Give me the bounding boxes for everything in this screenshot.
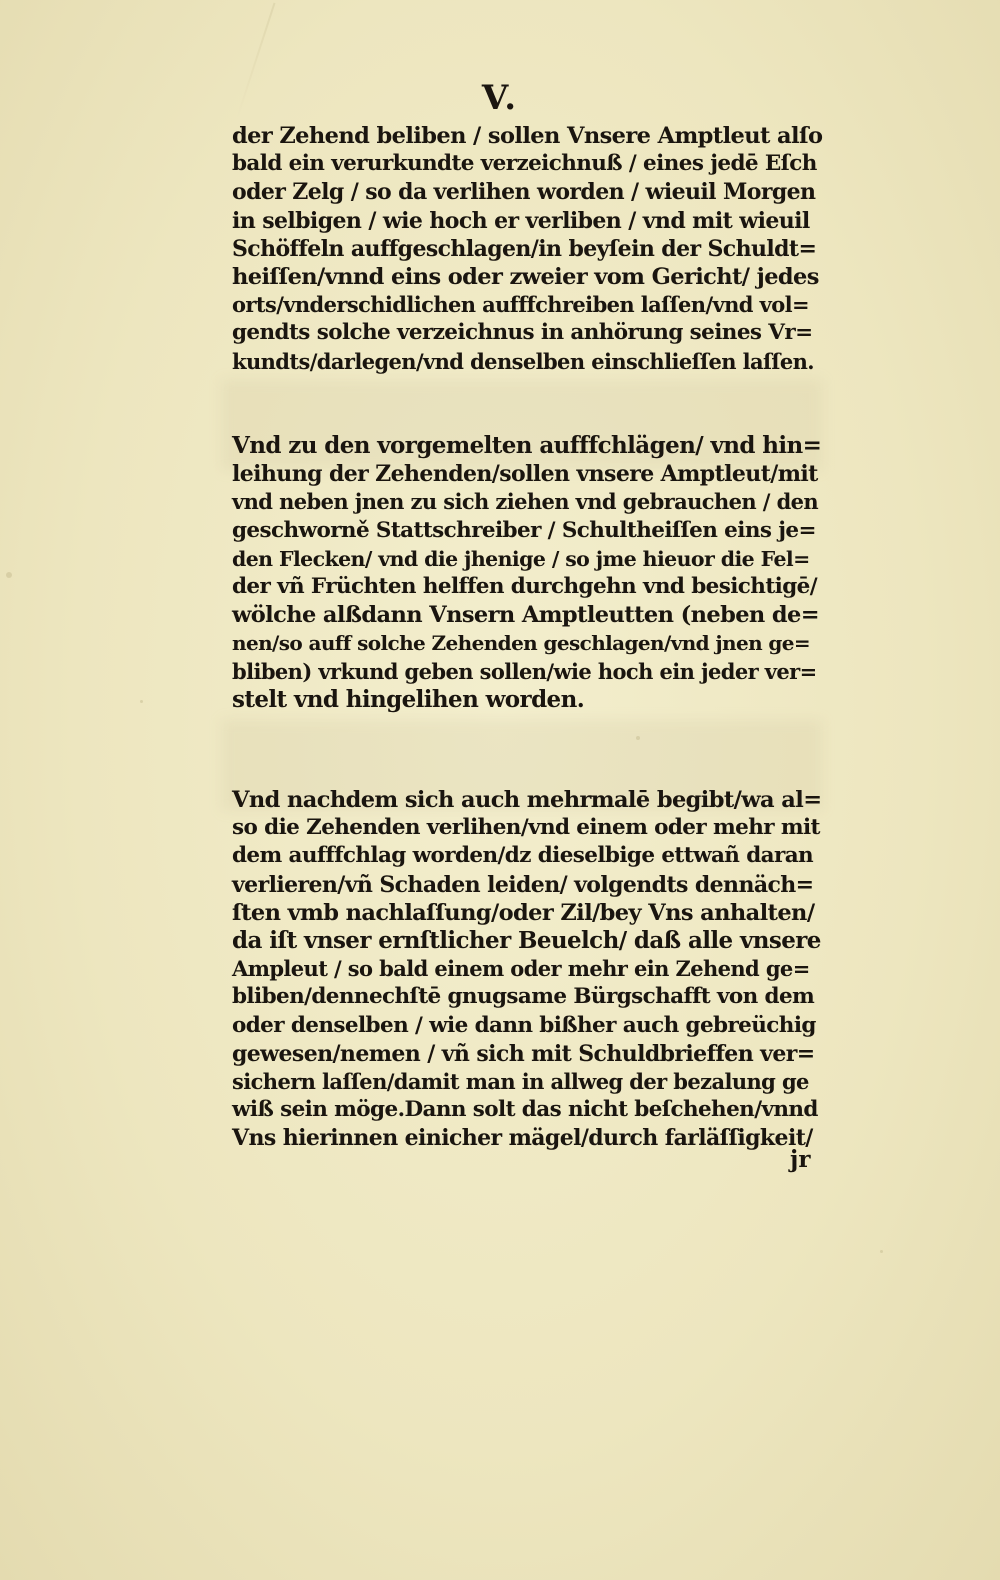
text-line: den Flecken/ vnd die jhenige / so jme hieuor die Fel= [232, 546, 810, 571]
text-line: da iſt vnser ernſtlicher Beuelch/ daß alle vnsere [232, 926, 821, 954]
text-line: vnd neben jnen zu sich ziehen vnd gebrauchen / den [232, 489, 819, 515]
text-line: Vns hierinnen einicher mägel/durch farläſſigkeit/ [232, 1125, 813, 1152]
text-line: in selbigen / wie hoch er verliben / vnd mit wieuil [232, 207, 810, 234]
paragraph-1 [232, 122, 822, 376]
text-line: Vnd zu den vorgemelten aufffchlägen/ vnd hin= [232, 432, 822, 459]
paper-fleck [880, 1250, 883, 1253]
text-line: sichern laſſen/damit man in allweg der bezalung ge [232, 1068, 809, 1094]
text-line: gewesen/nemen / vñ sich mit Schuldbrieffen ver= [232, 1040, 815, 1067]
paragraph-3 [232, 786, 822, 1152]
text-line: so die Zehenden verlihen/vnd einem oder mehr mit [232, 815, 820, 841]
text-line: Schöffeln auffgeschlagen/in beyſein der Schuldt= [232, 235, 817, 262]
text-line: wiß sein möge.Dann solt das nicht beſchehen/vnnd [232, 1097, 818, 1123]
text-line: stelt vnd hingelihen worden. [232, 685, 585, 713]
text-line: gendts solche verzeichnus in anhörung seines Vr= [232, 320, 813, 346]
text-line: bliben) vrkund geben sollen/wie hoch ein jeder ver= [232, 658, 817, 684]
text-line: oder Zelg / so da verlihen worden / wieuil Morgen [232, 179, 816, 206]
text-line: verlieren/vñ Schaden leiden/ volgendts dennäch= [232, 871, 814, 898]
paper-fleck [6, 572, 12, 578]
paper-fleck [140, 700, 143, 703]
text-line: geschworně Stattschreiber / Schultheiſſen eins je= [232, 517, 816, 543]
catchword: jr [790, 1146, 811, 1173]
text-line: bald ein verurkundte verzeichnuß / eines jedē Eſch [232, 151, 817, 177]
text-line: nen/so auff solche Zehenden geschlagen/vnd jnen ge= [232, 631, 811, 656]
paragraph-2 [232, 432, 822, 714]
text-line: orts/vnderschidlichen aufffchreiben laſſen/vnd vol= [232, 292, 809, 318]
text-line: der vñ Früchten helffen durchgehn vnd besichtigē/ [232, 573, 817, 599]
text-line: wölche alßdann Vnsern Amptleutten (neben de= [232, 602, 820, 629]
folio-number: V. [481, 78, 519, 118]
text-line: oder denselben / wie dann bißher auch gebreüchig [232, 1012, 816, 1038]
text-line: heiſſen/vnnd eins oder zweier vom Gericht/ jedes [232, 263, 819, 290]
text-line: bliben/dennechſtē gnugsame Bürgschafft von dem [232, 984, 815, 1010]
text-line: leihung der Zehenden/sollen vnsere Amptleut/mit [232, 461, 818, 488]
text-line: kundts/darlegen/vnd denselben einschlieſſen laſſen. [232, 348, 814, 374]
text-line: der Zehend beliben / sollen Vnsere Amptleut alſo [232, 123, 823, 149]
text-line: dem aufffchlag worden/dz dieselbige ettwañ daran [232, 843, 814, 869]
text-line: ſten vmb nachlaſſung/oder Zil/bey Vns anhalten/ [232, 899, 815, 926]
text-line: Ampleut / so bald einem oder mehr ein Zehend ge= [232, 956, 810, 982]
text-line: Vnd nachdem sich auch mehrmalē begibt/wa al= [232, 787, 822, 813]
